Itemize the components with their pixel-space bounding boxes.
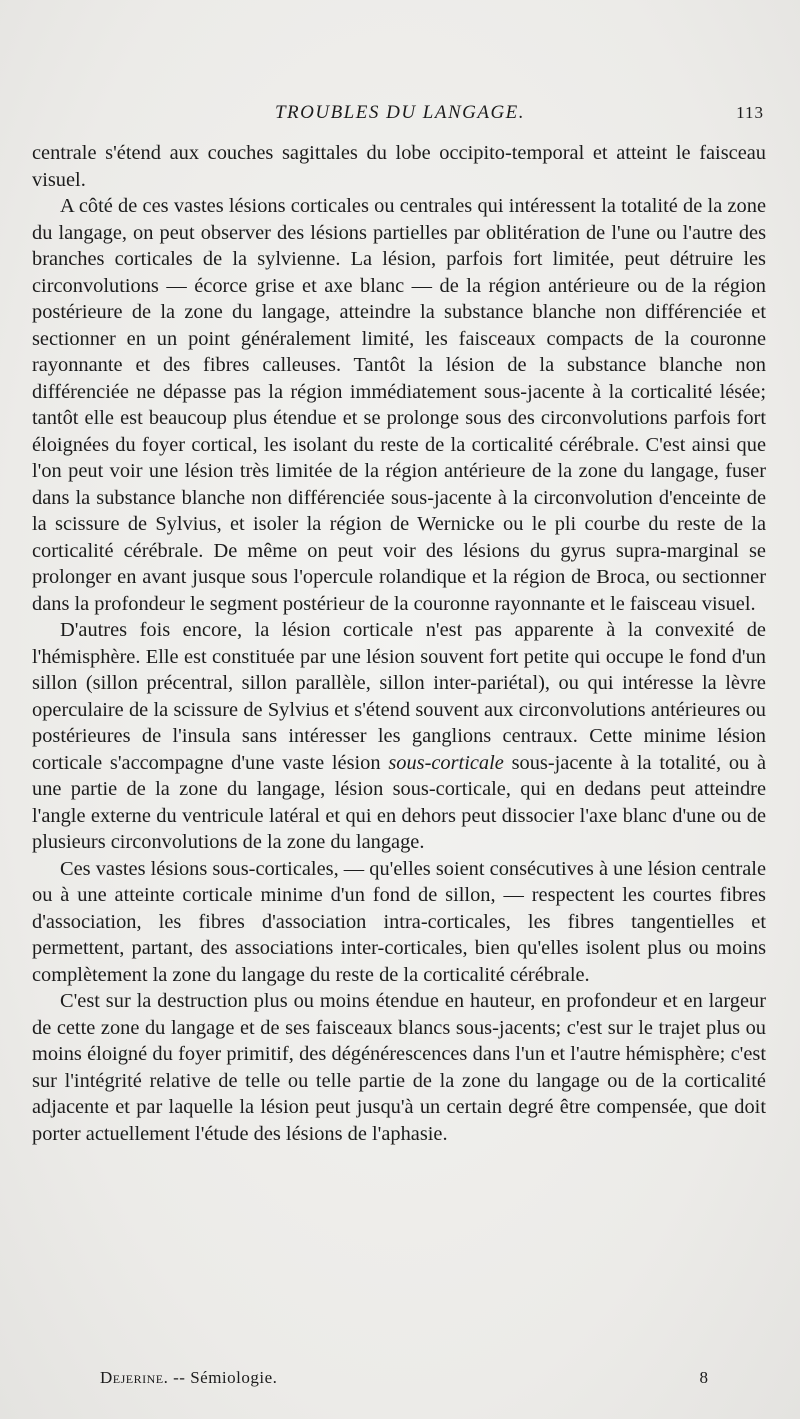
footer-citation bbox=[100, 1368, 277, 1388]
emphasis-sous-corticale: sous-corticale bbox=[388, 751, 504, 774]
paragraph-5: C'est sur la destruction plus ou moins étendue en hauteur, en profondeur et en largeur de cette zone du langage et de ses faisceaux blancs sous-jacents; c'est sur le trajet plus ou moins éloigné du foyer primitif, des dégénérescences dans l'un et l'autre hémisphère; c'est sur l'intégrité relative de telle ou telle partie de la zone du langage ou de la corticalité adjacente et par laquelle la lésion peut jusqu'à un certain degré être compensée, que doit porter actuellement l'étude des lésions de l'aphasie. bbox=[32, 990, 766, 1145]
page-header bbox=[34, 100, 766, 128]
paragraph-3: D'autres fois encore, la lésion corticale n'est pas apparente à la convexité de l'hémisphère. Elle est constituée par une lésion souvent fort petite qui occupe le fond d'un sillon (sillon précentral, sillon parallèle, sillon inter-pariétal), ou qui intéresse la lèvre operculaire de la scissure de Sylvius et s'étend souvent aux circonvolutions antérieures ou postérieures de l'insula sans intéresser les ganglions centraux. Cette minime lésion corticale s'accompagne d'une vaste lésion sous-corticale sous-jacente à la totalité, ou à une partie de la zone du langage, lésion sous-corticale, qui en dedans peut atteindre l'angle externe du ventricule latéral et qui en dehors peut dissocier l'axe blanc d'une ou de plusieurs circonvolutions de la zone du langage. bbox=[32, 619, 766, 853]
footer-separator: -- bbox=[168, 1368, 191, 1387]
footer-author: Dejerine. bbox=[100, 1368, 169, 1387]
page-footer bbox=[100, 1368, 708, 1394]
paragraph-4: Ces vastes lésions sous-corticales, — qu'elles soient consécutives à une lésion centrale ou à une atteinte corticale minime d'un fond de sillon, — respectent les courtes fibres d'association, les fibres d'association intra-corticales, les fibres tangentielles et permettent, partant, des associations inter-corticales, bien qu'elles isolent plus ou moins complètement la zone du langage du reste de la corticalité cérébrale. bbox=[32, 857, 766, 986]
paragraph-1: centrale s'étend aux couches sagittales du lobe occipito-temporal et atteint le faisceau visuel. bbox=[32, 142, 766, 191]
signature-mark: 8 bbox=[699, 1368, 708, 1387]
page-number: 113 bbox=[736, 103, 764, 122]
running-title: TROUBLES DU LANGAGE. bbox=[274, 102, 526, 123]
footer-book: Sémiologie. bbox=[190, 1368, 278, 1387]
paragraph-2: A côté de ces vastes lésions corticales ou centrales qui intéressent la totalité de la zone du langage, on peut observer des lésions partielles par oblitération de l'une ou l'autre des branches corticales de la sylvienne. La lésion, parfois fort limitée, peut détruire les circonvolutions — écorce grise et axe blanc — de la région antérieure ou de la région postérieure de la zone du langage, atteindre la substance blanche non différenciée et sectionner en un point généralement limité, les faisceaux compacts de la couronne rayonnante et des fibres calleuses. Tantôt la lésion de la substance blanche non différenciée ne dépasse pas la région immédiatement sous-jacente à la corticalité lésée; tantôt elle est beaucoup plus étendue et se prolonge sous des circonvolutions parfois fort éloignées du foyer cortical, les isolant du reste de la corticalité cérébrale. C'est ainsi que l'on peut voir une lésion très limitée de la région antérieure de la zone du langage, fuser dans la substance blanche non différenciée sous-jacente à la circonvolution d'enceinte de la scissure de Sylvius, et isoler la région de Wernicke ou le pli courbe du reste de la corticalité cérébrale. De même on peut voir des lésions du gyrus supra-marginal se prolonger en avant jusque sous l'opercule rolandique et la région de Broca, ou sectionner dans la profondeur le segment postérieur de la couronne rayonnante et le faisceau visuel. bbox=[32, 195, 766, 615]
body-text bbox=[32, 140, 766, 1147]
